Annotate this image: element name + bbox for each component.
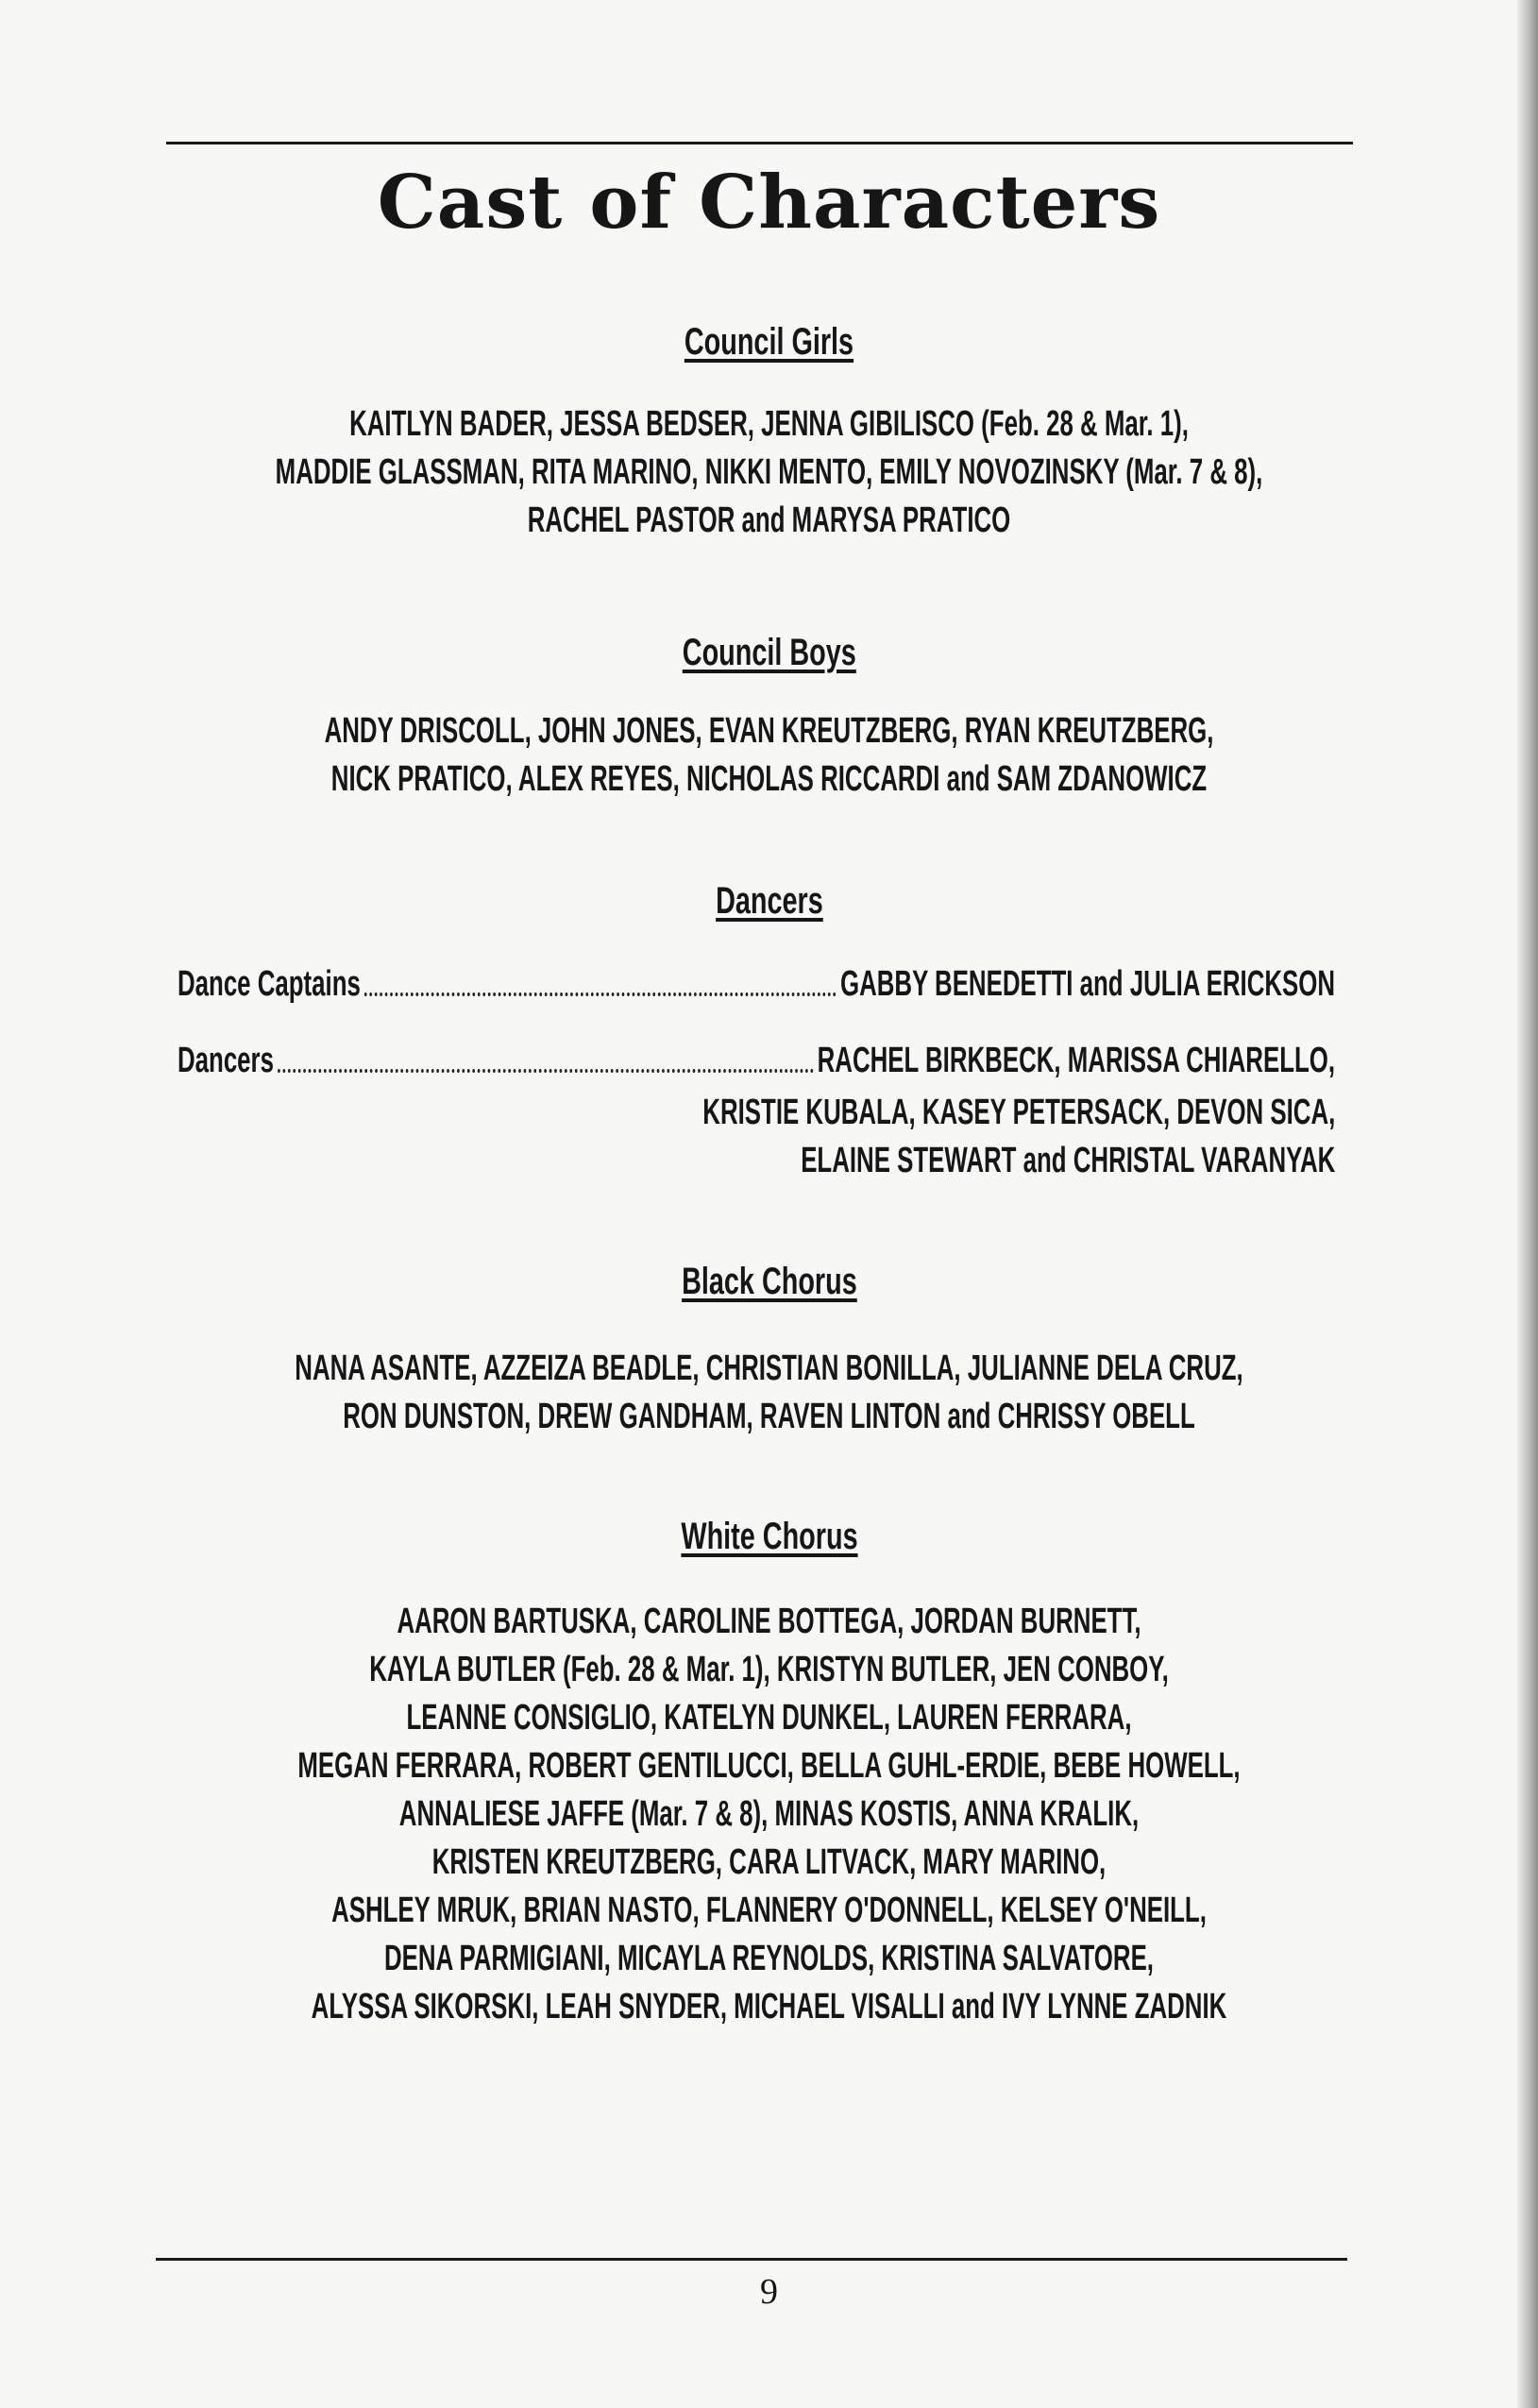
bottom-rule <box>156 2258 1347 2261</box>
top-rule <box>166 142 1353 144</box>
list-line: ASHLEY MRUK, BRIAN NASTO, FLANNERY O'DONNELL, KELSEY O'NEILL, <box>331 1891 1207 1930</box>
dancers-label: Dancers <box>177 1041 274 1080</box>
page-number: 9 <box>760 2272 778 2312</box>
list-line: ALYSSA SIKORSKI, LEAH SNYDER, MICHAEL VISALLI and IVY LYNNE ZADNIK <box>311 1987 1227 2026</box>
list-line: AARON BARTUSKA, CAROLINE BOTTEGA, JORDAN BURNETT, <box>397 1602 1141 1641</box>
council-boys-list <box>0 707 1538 804</box>
page-title: Cast of Characters <box>377 160 1161 246</box>
dancers-names: RACHEL BIRKBECK, MARISSA CHIARELLO, <box>817 1041 1336 1080</box>
dance-captains-row <box>177 960 1335 1008</box>
list-line: ELAINE STEWART and CHRISTAL VARANYAK <box>800 1141 1335 1180</box>
white-chorus-list <box>0 1598 1538 2031</box>
list-line: KRISTEN KREUTZBERG, CARA LITVACK, MARY MARINO, <box>431 1842 1107 1882</box>
list-line: RON DUNSTON, DREW GANDHAM, RAVEN LINTON and CHRISSY OBELL <box>343 1397 1195 1436</box>
dancers-list-continued <box>405 1089 1335 1185</box>
dancers-heading: Dancers <box>715 880 823 922</box>
list-line: NANA ASANTE, AZZEIZA BEADLE, CHRISTIAN BONILLA, JULIANNE DELA CRUZ, <box>295 1348 1243 1388</box>
dancers-row <box>177 1037 1335 1084</box>
council-boys-heading: Council Boys <box>682 632 856 673</box>
black-chorus-heading: Black Chorus <box>681 1261 857 1302</box>
list-line: DENA PARMIGIANI, MICAYLA REYNOLDS, KRISTINA SALVATORE, <box>384 1939 1154 1978</box>
dance-captains-label: Dance Captains <box>177 964 361 1004</box>
list-line: KAITLYN BADER, JESSA BEDSER, JENNA GIBILISCO (Feb. 28 & Mar. 1), <box>349 404 1189 444</box>
council-girls-list <box>0 400 1538 545</box>
dance-captains-names: GABBY BENEDETTI and JULIA ERICKSON <box>840 964 1336 1004</box>
list-line: RACHEL PASTOR and MARYSA PRATICO <box>527 500 1011 540</box>
dot-leader <box>364 960 837 996</box>
council-girls-heading: Council Girls <box>684 321 854 363</box>
list-line: ANNALIESE JAFFE (Mar. 7 & 8), MINAS KOSTIS, ANNA KRALIK, <box>398 1794 1140 1834</box>
white-chorus-heading: White Chorus <box>680 1516 858 1557</box>
list-line: MADDIE GLASSMAN, RITA MARINO, NIKKI MENTO, EMILY NOVOZINSKY (Mar. 7 & 8), <box>275 452 1263 492</box>
list-line: ANDY DRISCOLL, JOHN JONES, EVAN KREUTZBERG, RYAN KREUTZBERG, <box>324 711 1214 751</box>
list-line: KAYLA BUTLER (Feb. 28 & Mar. 1), KRISTYN BUTLER, JEN CONBOY, <box>369 1650 1169 1689</box>
black-chorus-list <box>0 1345 1538 1441</box>
list-line: MEGAN FERRARA, ROBERT GENTILUCCI, BELLA GUHL-ERDIE, BEBE HOWELL, <box>297 1746 1241 1786</box>
dot-leader <box>278 1037 813 1073</box>
list-line: KRISTIE KUBALA, KASEY PETERSACK, DEVON SICA, <box>701 1093 1335 1132</box>
list-line: NICK PRATICO, ALEX REYES, NICHOLAS RICCARDI and SAM ZDANOWICZ <box>330 759 1208 799</box>
list-line: LEANNE CONSIGLIO, KATELYN DUNKEL, LAUREN FERRARA, <box>406 1698 1132 1738</box>
